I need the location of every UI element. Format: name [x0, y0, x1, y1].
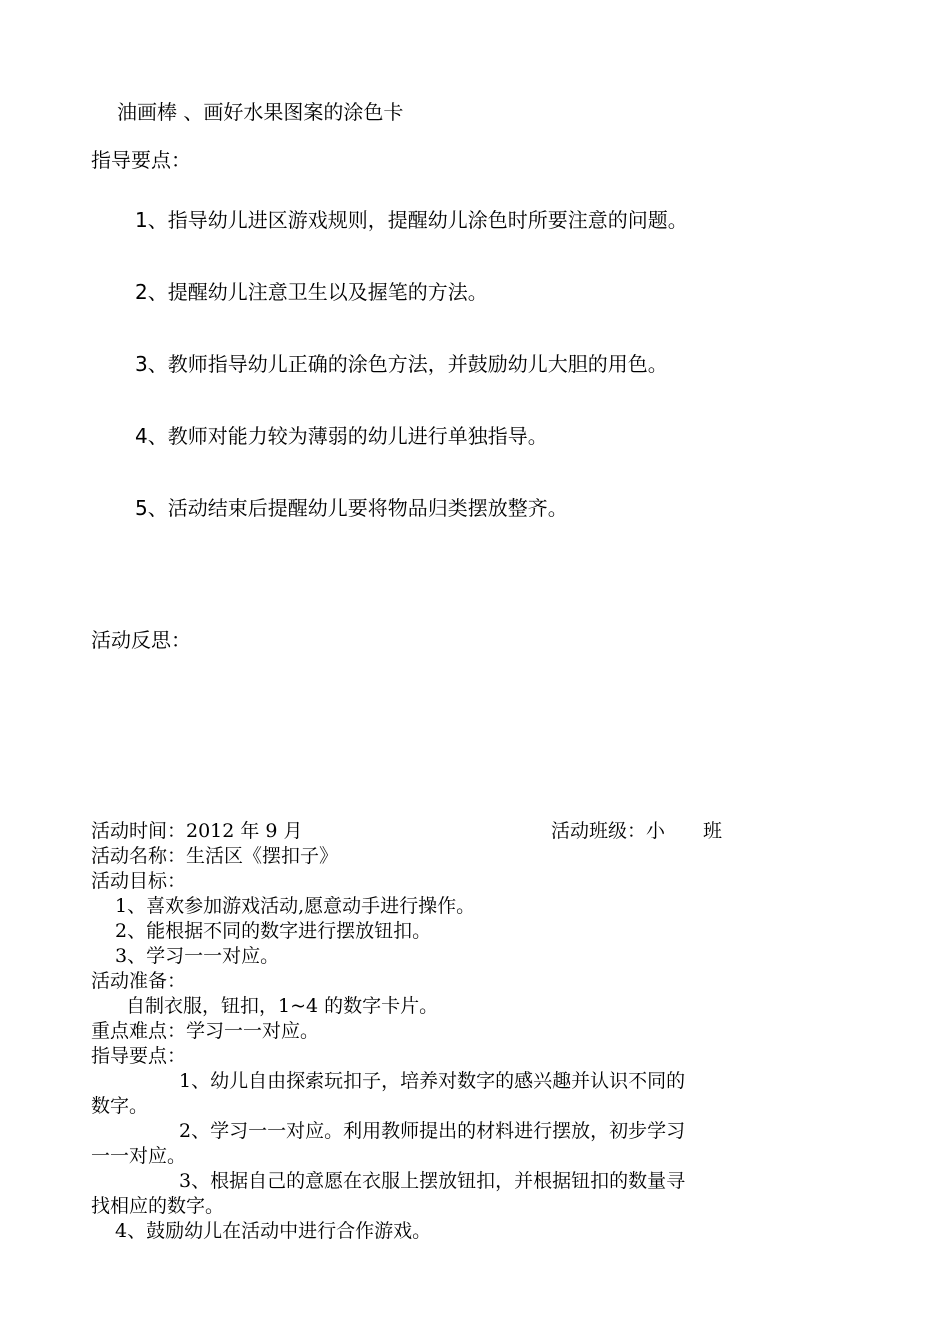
prep-text: 自制衣服，钮扣，1~4 的数字卡片。 — [126, 995, 439, 1017]
prep-heading: 活动准备： — [91, 970, 187, 992]
guidance2-item-2-line1: 2、学习一一对应。利用教师提出的材料进行摆放，初步学习 — [179, 1120, 686, 1142]
guidance2-heading: 指导要点： — [91, 1045, 187, 1067]
guidance-item-1: 1、指导幼儿进区游戏规则，提醒幼儿涂色时所要注意的问题。 — [135, 208, 688, 232]
guidance2-item-1-line1: 1、幼儿自由探索玩扣子，培养对数字的感兴趣并认识不同的 — [179, 1070, 686, 1092]
guidance-heading: 指导要点： — [91, 148, 191, 172]
reflection-heading: 活动反思： — [91, 628, 191, 652]
guidance-item-5: 5、活动结束后提醒幼儿要将物品归类摆放整齐。 — [135, 496, 568, 520]
activity-class: 活动班级：小 班 — [551, 820, 723, 842]
goal-item-1: 1、喜欢参加游戏活动,愿意动手进行操作。 — [115, 895, 476, 917]
guidance2-item-1-line2: 数字。 — [91, 1095, 149, 1117]
goals-heading: 活动目标： — [91, 870, 187, 892]
goal-item-2: 2、能根据不同的数字进行摆放钮扣。 — [115, 920, 432, 942]
activity-time: 活动时间：2012 年 9 月 — [91, 820, 303, 842]
key-points: 重点难点：学习一一对应。 — [91, 1020, 320, 1042]
guidance-item-3: 3、教师指导幼儿正确的涂色方法，并鼓励幼儿大胆的用色。 — [135, 352, 668, 376]
guidance2-item-3-line1: 3、根据自己的意愿在衣服上摆放钮扣，并根据钮扣的数量寻 — [179, 1170, 686, 1192]
guidance2-item-4: 4、鼓励幼儿在活动中进行合作游戏。 — [115, 1220, 432, 1242]
guidance-item-4: 4、教师对能力较为薄弱的幼儿进行单独指导。 — [135, 424, 548, 448]
materials-line: 油画棒 、画好水果图案的涂色卡 — [117, 100, 404, 124]
activity-name: 活动名称：生活区《摆扣子》 — [91, 845, 339, 867]
goal-item-3: 3、学习一一对应。 — [115, 945, 280, 967]
guidance2-item-2-line2: 一一对应。 — [91, 1145, 187, 1167]
guidance2-item-3-line2: 找相应的数字。 — [91, 1195, 225, 1217]
guidance-item-2: 2、提醒幼儿注意卫生以及握笔的方法。 — [135, 280, 488, 304]
